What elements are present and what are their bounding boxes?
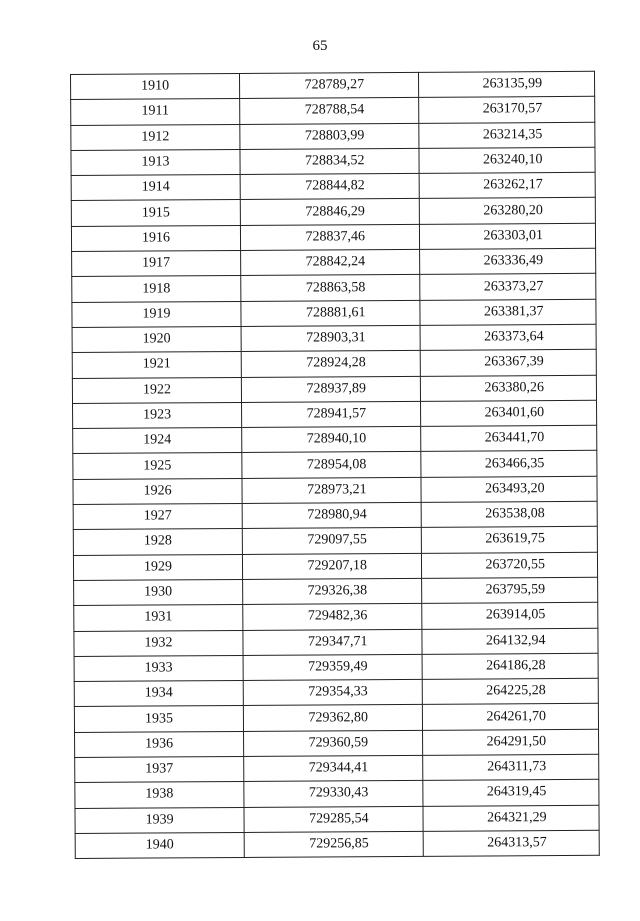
- year-cell: 1928: [73, 529, 242, 555]
- year-cell: 1914: [71, 175, 240, 201]
- value1-cell: 728789,27: [239, 72, 418, 98]
- value1-cell: 729330,43: [244, 781, 423, 807]
- table-row: [71, 172, 595, 200]
- value2-cell: 264261,70: [422, 704, 598, 730]
- year-cell: 1925: [73, 453, 242, 479]
- page-number: 65: [312, 38, 328, 54]
- value1-cell: 728941,57: [242, 401, 421, 427]
- table-row: [72, 248, 596, 276]
- table-row: [74, 678, 598, 706]
- year-cell: 1917: [72, 251, 241, 277]
- year-cell: 1924: [73, 428, 242, 454]
- year-cell: 1910: [71, 73, 240, 99]
- table-row: [72, 350, 596, 378]
- year-cell: 1912: [71, 124, 240, 150]
- year-cell: 1933: [74, 655, 243, 681]
- year-cell: 1932: [74, 630, 243, 656]
- value1-cell: 729482,36: [243, 604, 422, 630]
- value2-cell: 264186,28: [422, 653, 598, 679]
- table-row: [71, 71, 595, 99]
- table-row: [71, 198, 595, 226]
- value1-cell: 729359,49: [243, 654, 422, 680]
- value2-cell: 264313,57: [423, 830, 599, 856]
- value1-cell: 728980,94: [242, 502, 421, 528]
- table-row: [73, 501, 597, 529]
- year-cell: 1931: [74, 605, 243, 631]
- value1-cell: 728803,99: [240, 123, 419, 149]
- table-row: [71, 97, 595, 125]
- table-row: [71, 147, 595, 175]
- value1-cell: 728846,29: [240, 199, 419, 225]
- value1-cell: 728844,82: [240, 174, 419, 200]
- value2-cell: 263373,27: [420, 274, 596, 300]
- value2-cell: 263401,60: [421, 400, 597, 426]
- table-row: [73, 476, 597, 504]
- value2-cell: 264321,29: [423, 805, 599, 831]
- value1-cell: 728863,58: [241, 275, 420, 301]
- year-cell: 1920: [72, 326, 241, 352]
- year-cell: 1938: [75, 782, 244, 808]
- table-row: [72, 375, 596, 403]
- value2-cell: 263135,99: [418, 71, 594, 97]
- value1-cell: 728940,10: [242, 427, 421, 453]
- table-row: [74, 628, 598, 656]
- value1-cell: 729362,80: [243, 705, 422, 731]
- value2-cell: 263380,26: [420, 375, 596, 401]
- value2-cell: 263280,20: [419, 198, 595, 224]
- table-row: [75, 754, 599, 782]
- value2-cell: 263493,20: [421, 476, 597, 502]
- table-row: [75, 805, 599, 833]
- year-cell: 1922: [72, 377, 241, 403]
- value1-cell: 729256,85: [244, 831, 423, 857]
- year-cell: 1930: [74, 579, 243, 605]
- table-row: [72, 274, 596, 302]
- value2-cell: 263373,64: [420, 324, 596, 350]
- table-row: [73, 552, 597, 580]
- value1-cell: 728834,52: [240, 148, 419, 174]
- value2-cell: 263336,49: [420, 248, 596, 274]
- year-cell: 1916: [71, 225, 240, 251]
- year-cell: 1919: [72, 301, 241, 327]
- table-body: [71, 71, 600, 858]
- table-row: [74, 704, 598, 732]
- value1-cell: 729344,41: [244, 755, 423, 781]
- table-row: [71, 223, 595, 251]
- value2-cell: 263466,35: [421, 451, 597, 477]
- value1-cell: 728903,31: [241, 325, 420, 351]
- value1-cell: 728924,28: [241, 351, 420, 377]
- value2-cell: 264319,45: [423, 780, 599, 806]
- value1-cell: 729326,38: [243, 578, 422, 604]
- year-cell: 1923: [73, 402, 242, 428]
- value2-cell: 263240,10: [419, 147, 595, 173]
- value1-cell: 728973,21: [242, 477, 421, 503]
- year-cell: 1939: [75, 807, 244, 833]
- year-cell: 1940: [75, 832, 244, 858]
- year-cell: 1937: [75, 756, 244, 782]
- value2-cell: 263795,59: [422, 577, 598, 603]
- value1-cell: 729097,55: [242, 528, 421, 554]
- table-row: [72, 299, 596, 327]
- value2-cell: 264291,50: [423, 729, 599, 755]
- year-cell: 1915: [71, 200, 240, 226]
- table-row: [73, 451, 597, 479]
- value2-cell: 264311,73: [423, 754, 599, 780]
- table-row: [72, 324, 596, 352]
- value2-cell: 263170,57: [419, 97, 595, 123]
- year-cell: 1921: [72, 352, 241, 378]
- table-row: [73, 425, 597, 453]
- value2-cell: 263381,37: [420, 299, 596, 325]
- value2-cell: 263214,35: [419, 122, 595, 148]
- value1-cell: 728937,89: [241, 376, 420, 402]
- year-cell: 1927: [73, 504, 242, 530]
- value1-cell: 729285,54: [244, 806, 423, 832]
- year-cell: 1936: [75, 731, 244, 757]
- value1-cell: 729207,18: [242, 553, 421, 579]
- table-row: [73, 527, 597, 555]
- value1-cell: 729347,71: [243, 629, 422, 655]
- value1-cell: 729354,33: [243, 679, 422, 705]
- value2-cell: 263619,75: [421, 527, 597, 553]
- year-cell: 1911: [71, 99, 240, 125]
- value2-cell: 264225,28: [422, 678, 598, 704]
- coordinate-table-container: [70, 71, 598, 859]
- table-row: [75, 830, 599, 858]
- year-cell: 1918: [72, 276, 241, 302]
- table-row: [74, 577, 598, 605]
- value2-cell: 263367,39: [420, 350, 596, 376]
- value2-cell: 263914,05: [422, 603, 598, 629]
- value1-cell: 729360,59: [244, 730, 423, 756]
- value2-cell: 263720,55: [421, 552, 597, 578]
- value1-cell: 728881,61: [241, 300, 420, 326]
- year-cell: 1934: [74, 681, 243, 707]
- year-cell: 1913: [71, 149, 240, 175]
- value2-cell: 264132,94: [422, 628, 598, 654]
- value1-cell: 728788,54: [240, 98, 419, 124]
- year-cell: 1926: [73, 478, 242, 504]
- table-row: [75, 780, 599, 808]
- table-row: [71, 122, 595, 150]
- value2-cell: 263441,70: [421, 425, 597, 451]
- value1-cell: 728954,08: [242, 452, 421, 478]
- value2-cell: 263538,08: [421, 501, 597, 527]
- year-cell: 1929: [73, 554, 242, 580]
- value1-cell: 728842,24: [241, 249, 420, 275]
- year-cell: 1935: [74, 706, 243, 732]
- table-row: [74, 653, 598, 681]
- value2-cell: 263303,01: [419, 223, 595, 249]
- table-row: [73, 400, 597, 428]
- table-row: [74, 603, 598, 631]
- coordinate-table: [70, 71, 600, 859]
- value2-cell: 263262,17: [419, 172, 595, 198]
- table-row: [75, 729, 599, 757]
- value1-cell: 728837,46: [240, 224, 419, 250]
